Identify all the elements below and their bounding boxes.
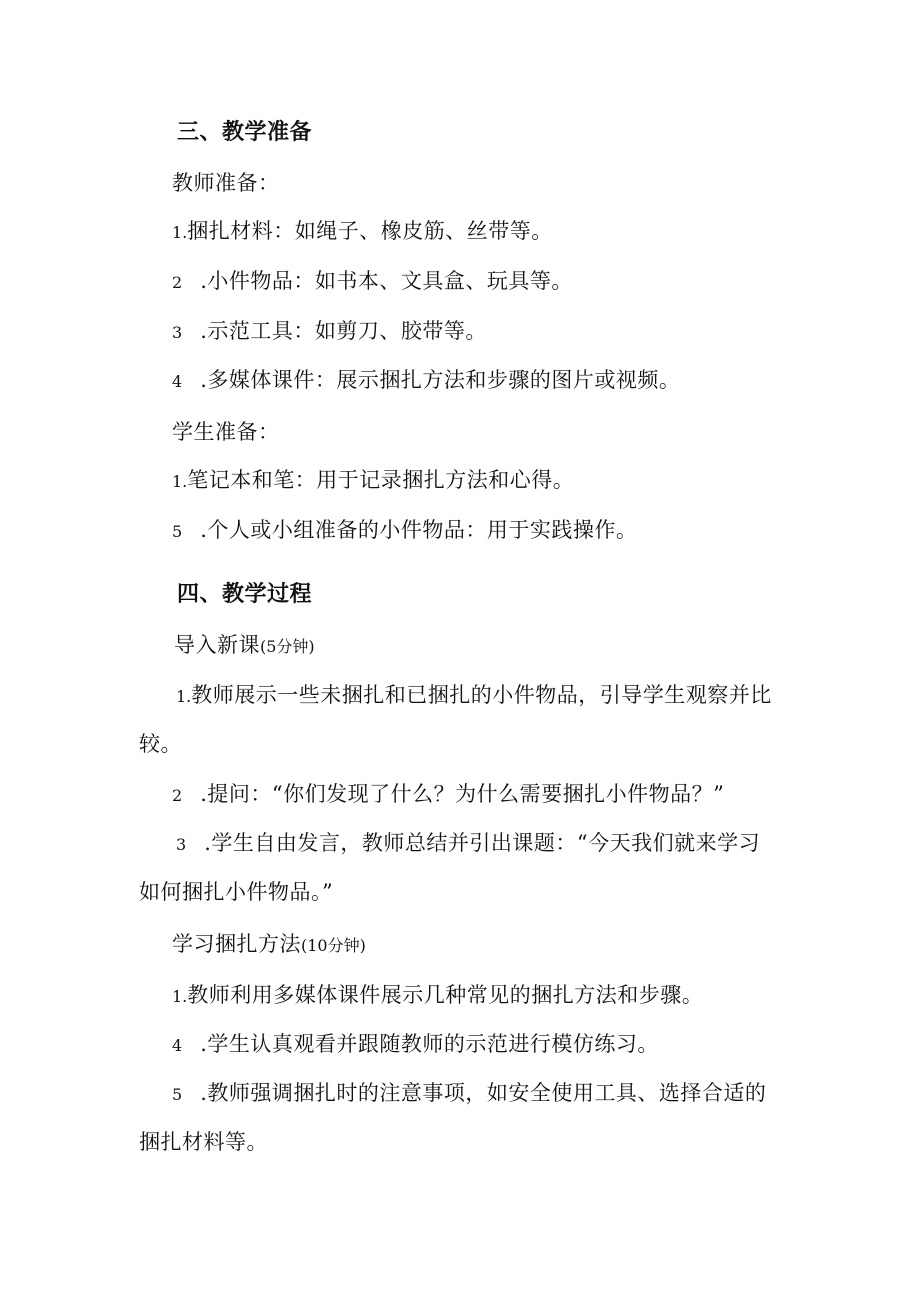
item-number: 3: [176, 835, 187, 854]
learn-item-3-continued: 捆扎材料等。: [139, 1130, 268, 1154]
item-number: 1.: [172, 987, 188, 1006]
intro-label: [174, 630, 315, 662]
item-number: 2: [172, 273, 183, 292]
item-text: .多媒体课件：展示捆扎方法和步骤的图片或视频。: [200, 368, 681, 392]
student-item-2: [172, 515, 637, 547]
learn-label: [172, 929, 366, 961]
teacher-item-1: [172, 216, 553, 248]
item-number: 5: [172, 522, 183, 541]
teacher-item-2: [172, 266, 573, 298]
item-text: .教师强调捆扎时的注意事项，如安全使用工具、选择合适的: [200, 1081, 767, 1105]
section-3-heading: 三、教学准备: [177, 120, 313, 145]
item-text: .学生认真观看并跟随教师的示范进行模仿练习。: [200, 1032, 659, 1056]
teacher-item-3: [172, 316, 487, 348]
student-prep-label: 学生准备：: [172, 420, 280, 444]
item-number: 4: [172, 1036, 183, 1055]
item-text: 教师利用多媒体课件展示几种常见的捆扎方法和步骤。: [187, 983, 704, 1007]
teacher-item-4: [172, 365, 680, 397]
item-text: .示范工具：如剪刀、胶带等。: [200, 319, 487, 343]
learn-item-2: [172, 1029, 659, 1061]
item-text: .小件物品：如书本、文具盒、玩具等。: [200, 269, 573, 293]
intro-title: 导入新课: [174, 633, 260, 657]
item-number: 1.: [172, 472, 188, 491]
item-text: .提问：“你们发现了什么？为什么需要捆扎小件物品？”: [200, 782, 725, 806]
item-number: 2: [172, 786, 183, 805]
intro-item-3-continued: 如何捆扎小件物品。”: [139, 880, 334, 904]
item-number: 4: [172, 372, 183, 391]
intro-item-2: [172, 779, 724, 811]
item-number: 3: [172, 323, 183, 342]
item-text: 教师展示一些未捆扎和已捆扎的小件物品，引导学生观察并比: [191, 683, 772, 707]
student-item-1: [172, 465, 574, 497]
item-text: 捆扎材料：如绳子、橡皮筋、丝带等。: [187, 219, 553, 243]
item-number: 1.: [172, 223, 188, 242]
item-text: 笔记本和笔：用于记录捆扎方法和心得。: [187, 468, 575, 492]
learn-duration: (10分钟): [301, 936, 366, 955]
section-4-heading: 四、教学过程: [177, 582, 313, 607]
item-text: .学生自由发言，教师总结并引出课题：“今天我们就来学习: [204, 831, 761, 855]
teacher-prep-label: 教师准备：: [172, 171, 280, 195]
item-number: 1.: [176, 687, 192, 706]
item-text: .个人或小组准备的小件物品：用于实践操作。: [200, 518, 638, 542]
item-number: 5: [172, 1085, 183, 1104]
intro-item-1: [176, 680, 772, 712]
intro-item-1-continued: 较。: [139, 732, 182, 756]
learn-item-1: [172, 980, 703, 1012]
learn-title: 学习捆扎方法: [172, 932, 301, 956]
intro-duration: (5分钟): [260, 637, 315, 656]
learn-item-3: [172, 1078, 766, 1110]
intro-item-3: [176, 828, 760, 860]
